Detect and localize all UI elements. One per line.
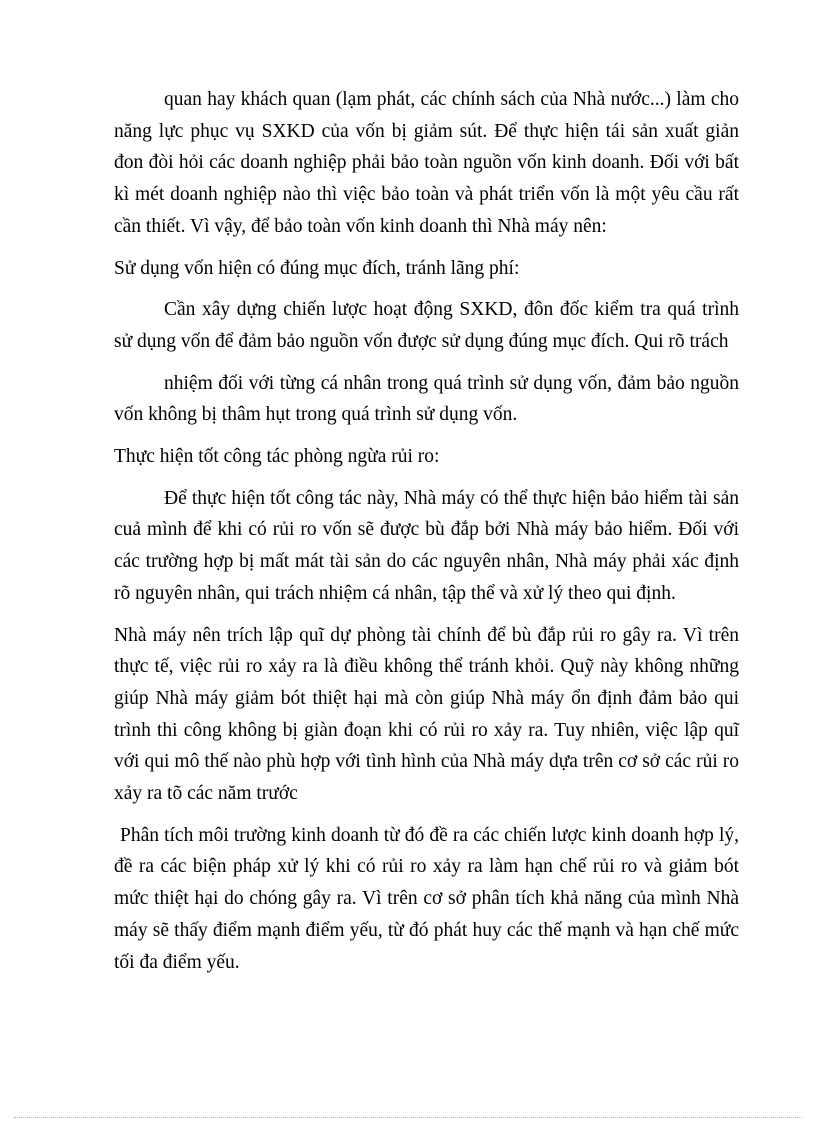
paragraph-8: Phân tích môi trường kinh doanh từ đó đề ra các chiến lược kinh doanh hợp lý, đề ra các biện pháp xử lý khi có rủi ro xảy ra làm hạn chế rủi ro và giảm bót mức thiệt hại do chóng gây ra. Vì trên cơ sở phân tích khả năng của mình Nhà máy sẽ thấy điểm mạnh điểm yếu, từ đó phát huy các thế mạnh và hạn chế mức tối đa điểm yếu. [114,824,739,973]
paragraph-5-section-label: Thực hiện tốt công tác phòng ngừa rủi ro: [114,446,440,468]
paragraph-2-section-label: Sử dụng vốn hiện có đúng mục đích, tránh lãng phí: [114,257,520,279]
document-body [114,84,739,988]
paragraph-3: Cần xây dựng chiến lược hoạt động SXKD, đôn đốc kiểm tra quá trình sử dụng vốn để đảm bảo nguồn vốn được sử dụng đúng mục đích. Qui rõ trách [114,299,739,352]
page-bottom-divider [14,1117,802,1118]
paragraph-4: nhiệm đối với từng cá nhân trong quá trình sử dụng vốn, đảm bảo nguồn vốn không bị thâm hụt trong quá trình sử dụng vốn. [114,372,739,426]
paragraph-7: Nhà máy nên trích lập quĩ dự phòng tài chính để bù đắp rủi ro gây ra. Vì trên thực tế, việc rủi ro xảy ra là điều không thể tránh khỏi. Quỹ này không những giúp Nhà máy giảm bót thiệt hại mà còn giúp Nhà máy ổn định đảm bảo qui trình thi công không bị giàn đoạn khi có rủi ro xảy ra. Tuy nhiên, việc lập quĩ với qui mô thế nào phù hợp với tình hình của Nhà máy dựa trên cơ sở các rủi ro xảy ra tõ các năm trước [114,624,739,805]
paragraph-6: Để thực hiện tốt công tác này, Nhà máy có thể thực hiện bảo hiểm tài sản cuả mình để khi có rủi ro vốn sẽ được bù đắp bởi Nhà máy bảo hiểm. Đối với các trường hợp bị mất mát tài sản do các nguyên nhân, Nhà máy phải xác định rõ nguyên nhân, qui trách nhiệm cá nhân, tập thể và xử lý theo qui định. [114,487,739,604]
paragraph-1: quan hay khách quan (lạm phát, các chính sách của Nhà nước...) làm cho năng lực phục vụ SXKD của vốn bị giảm sút. Để thực hiện tái sản xuất giản đon đòi hỏi các doanh nghiệp phải bảo toàn nguồn vốn kinh doanh. Đối với bất kì mét doanh nghiệp nào thì việc bảo toàn và phát triển vốn là một yêu cầu rất cần thiết. Vì vậy, để bảo toàn vốn kinh doanh thì Nhà máy nên: [114,89,739,237]
